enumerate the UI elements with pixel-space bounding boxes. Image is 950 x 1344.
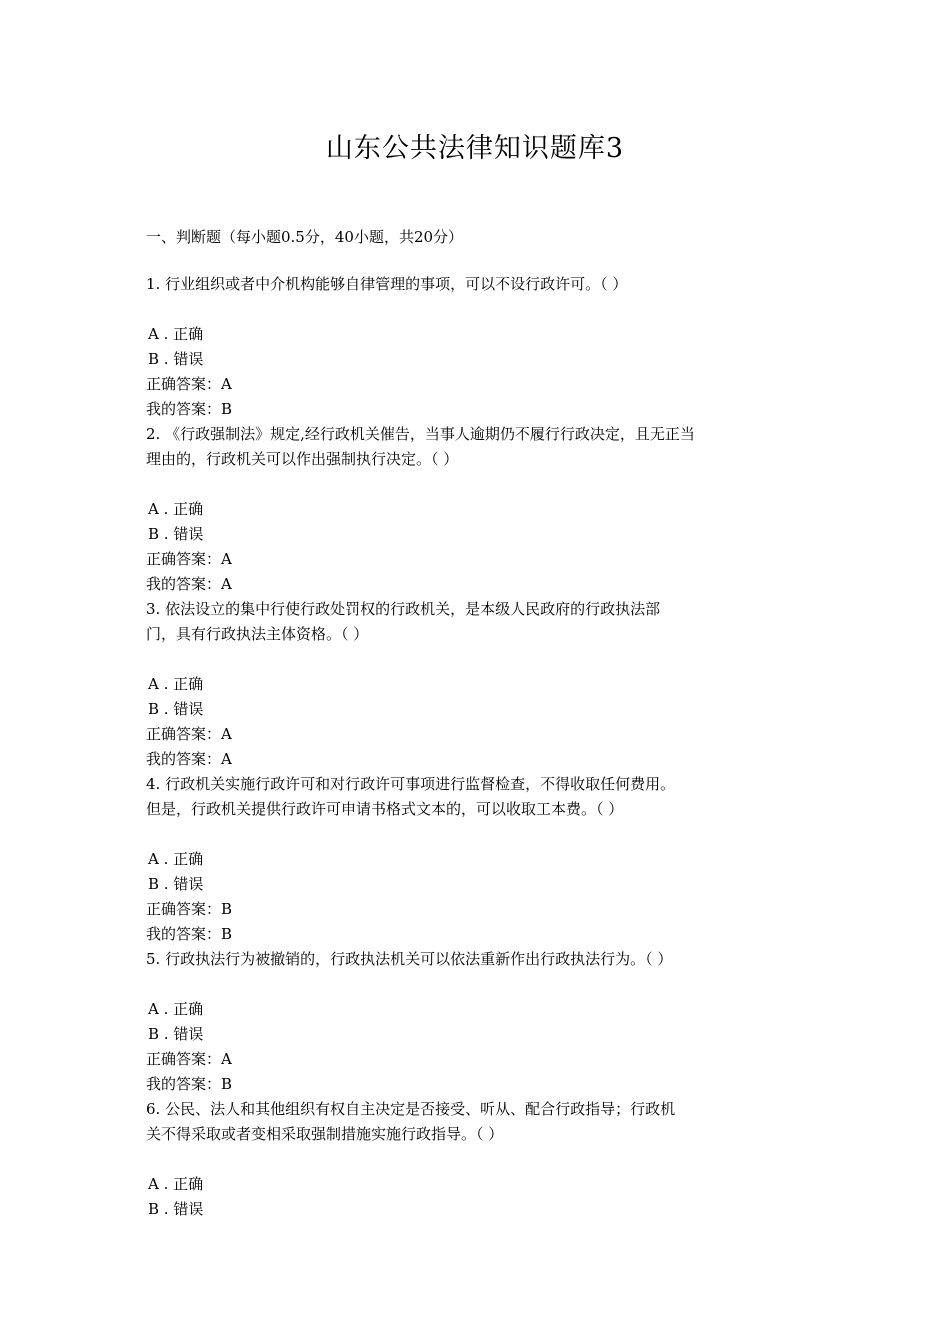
question-text: 5. 行政执法行为被撤销的，行政执法机关可以依法重新作出行政执法行为。（ ） (146, 950, 673, 968)
option-b: B . 错误 (148, 525, 204, 543)
question-4 (146, 772, 786, 947)
option-b: B . 错误 (148, 875, 204, 893)
question-text: 6. 公民、法人和其他组织有权自主决定是否接受、听从、配合行政指导；行政机 (146, 1100, 676, 1118)
correct-answer: 正确答案：A (146, 550, 232, 568)
blank-line (146, 822, 786, 847)
question-text-continued: 门，具有行政执法主体资格。（ ） (146, 625, 369, 643)
question-5 (146, 947, 786, 1097)
correct-answer: 正确答案：A (146, 725, 232, 743)
blank-line (146, 297, 786, 322)
option-a: A . 正确 (148, 675, 204, 693)
option-a: A . 正确 (148, 850, 204, 868)
blank-line (146, 1147, 786, 1172)
option-a: A . 正确 (148, 500, 204, 518)
option-b: B . 错误 (148, 1025, 204, 1043)
my-answer: 我的答案：B (146, 1075, 233, 1093)
blank-line (146, 472, 786, 497)
question-1 (146, 272, 786, 422)
correct-answer: 正确答案：A (146, 375, 232, 393)
question-2 (146, 422, 786, 597)
option-a: A . 正确 (148, 1175, 204, 1193)
correct-answer: 正确答案：B (146, 900, 233, 918)
question-text: 4. 行政机关实施行政许可和对行政许可事项进行监督检查，不得收取任何费用。 (146, 775, 676, 793)
my-answer: 我的答案：A (146, 750, 232, 768)
blank-line (146, 972, 786, 997)
question-text-continued: 关不得采取或者变相采取强制措施实施行政指导。（ ） (146, 1125, 504, 1143)
option-a: A . 正确 (148, 325, 204, 343)
question-list (146, 272, 786, 1222)
question-text: 1. 行业组织或者中介机构能够自律管理的事项，可以不设行政许可。（ ） (146, 275, 628, 293)
correct-answer: 正确答案：A (146, 1050, 232, 1068)
question-text-continued: 但是，行政机关提供行政许可申请书格式文本的，可以收取工本费。（ ） (146, 800, 624, 818)
my-answer: 我的答案：A (146, 575, 232, 593)
section-heading: 一、判断题（每小题0.5分，40小题，共20分） (146, 228, 464, 246)
option-a: A . 正确 (148, 1000, 204, 1018)
my-answer: 我的答案：B (146, 925, 233, 943)
my-answer: 我的答案：B (146, 400, 233, 418)
question-6 (146, 1097, 786, 1222)
option-b: B . 错误 (148, 350, 204, 368)
question-3 (146, 597, 786, 772)
option-b: B . 错误 (148, 1200, 204, 1218)
question-text: 2. 《行政强制法》规定,经行政机关催告，当事人逾期仍不履行行政决定，且无正当 (146, 425, 695, 443)
option-b: B . 错误 (148, 700, 204, 718)
blank-line (146, 647, 786, 672)
question-text-continued: 理由的，行政机关可以作出强制执行决定。（ ） (146, 450, 459, 468)
document-title: 山东公共法律知识题库3 (325, 133, 625, 164)
question-text: 3. 依法设立的集中行使行政处罚权的行政机关，是本级人民政府的行政执法部 (146, 600, 661, 618)
